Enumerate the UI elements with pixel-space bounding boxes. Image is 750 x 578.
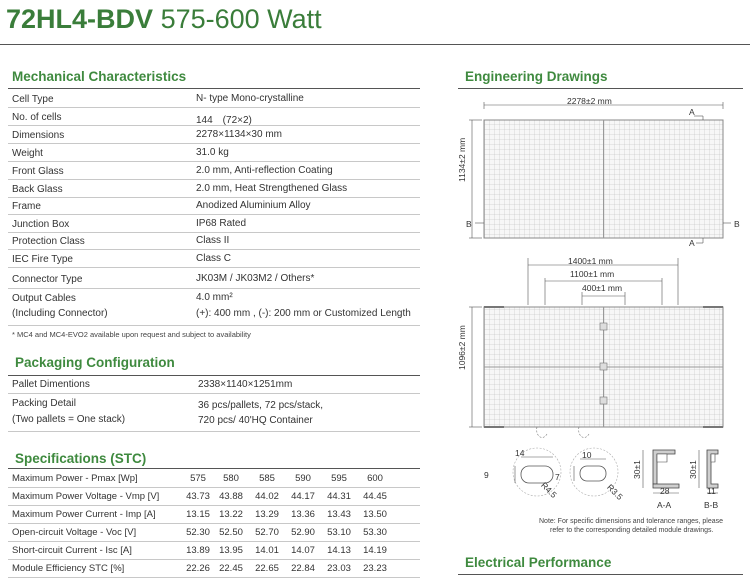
section-bb-height-label: 30±1 — [688, 460, 698, 479]
spec-cell: 52.30 — [186, 527, 210, 538]
spec-cell: 14.07 — [291, 545, 315, 556]
spec-cell: 14.01 — [255, 545, 279, 556]
packing-container-value: 720 pcs/ 40'HQ Container — [198, 415, 313, 426]
section-a-mark-bottom: A — [689, 238, 695, 248]
mechanical-row-value: N- type Mono-crystalline — [196, 93, 304, 104]
spec-row-label: Maximum Power - Pmax [Wp] — [12, 473, 138, 484]
spec-cell: 44.45 — [363, 491, 387, 502]
mechanical-row-label: No. of cells — [12, 112, 62, 123]
section-b-mark-left: B — [466, 219, 472, 229]
mechanical-row — [8, 250, 420, 268]
pallet-label: Pallet Dimentions — [12, 379, 90, 390]
page-title — [6, 2, 322, 36]
mechanical-row-value: 2278×1134×30 mm — [196, 129, 282, 140]
mechanical-row-value: Class II — [196, 235, 230, 246]
spec-cell: 52.70 — [255, 527, 279, 538]
spec-cell: 590 — [295, 473, 311, 484]
spec-cell: 13.95 — [219, 545, 243, 556]
spec-cell: 575 — [190, 473, 206, 484]
mechanical-row-label: Weight — [12, 148, 43, 159]
mount-a-radius-label: R4.5 — [539, 480, 559, 500]
front-height-label: 1134±2 mm — [457, 137, 467, 182]
mechanical-row-value: 2.0 mm, Heat Strengthened Glass — [196, 183, 348, 194]
spec-cell: 44.02 — [255, 491, 279, 502]
spec-row-label: Short-circuit Current - Isc [A] — [12, 545, 132, 556]
mechanical-row — [8, 180, 420, 198]
spec-cell: 585 — [259, 473, 275, 484]
front-view-drawing — [469, 102, 731, 243]
spec-cell: 53.10 — [327, 527, 351, 538]
drawing-note-line2: refer to the corresponding detailed module drawings. — [550, 527, 714, 534]
spec-cell: 13.36 — [291, 509, 315, 520]
spec-cell: 23.23 — [363, 563, 387, 574]
mechanical-row-value: Anodized Aluminium Alloy — [196, 200, 311, 211]
spec-row — [8, 506, 420, 524]
spec-row-label: Maximum Power Current - Imp [A] — [12, 509, 156, 520]
mount-b-width-label: 10 — [582, 450, 592, 460]
spec-cell: 53.30 — [363, 527, 387, 538]
section-a-mark-top: A — [689, 107, 695, 117]
mechanical-row — [8, 197, 420, 215]
back-height-label: 1096±2 mm — [457, 325, 467, 370]
spec-cell: 13.22 — [219, 509, 243, 520]
connector-footnote: * MC4 and MC4-EVO2 available upon request and subject to availability — [12, 330, 251, 339]
packing-detail-label: Packing Detail — [12, 398, 76, 409]
spec-cell: 600 — [367, 473, 383, 484]
mechanical-row-label: Dimensions — [12, 130, 65, 141]
mechanical-row — [8, 144, 420, 162]
mechanical-row — [8, 108, 420, 126]
spec-row-label: Module Efficiency STC [%] — [12, 563, 125, 574]
spec-cell: 13.15 — [186, 509, 210, 520]
engineering-title: Engineering Drawings — [465, 69, 608, 84]
spec-cell: 13.43 — [327, 509, 351, 520]
spec-cell: 13.50 — [363, 509, 387, 520]
mechanical-row-value: Class C — [196, 253, 232, 264]
mechanical-row — [8, 162, 420, 180]
spec-cell: 44.17 — [291, 491, 315, 502]
spec-row — [8, 524, 420, 542]
mounting-hole-details — [513, 448, 618, 496]
output-cables-label: Output Cables — [12, 293, 76, 304]
spec-cell: 595 — [331, 473, 347, 484]
section-b-mark-right: B — [734, 219, 740, 229]
mechanical-row — [8, 232, 420, 250]
section-bb-width-label: 11 — [707, 486, 716, 496]
spec-cell: 23.03 — [327, 563, 351, 574]
output-cables-row — [8, 289, 420, 326]
pallet-row — [8, 376, 420, 394]
engineering-divider — [458, 88, 743, 89]
mount-b-radius-label: R3.5 — [605, 482, 625, 502]
spec-cell: 14.19 — [363, 545, 387, 556]
mechanical-row-label: Junction Box — [12, 219, 70, 230]
mechanical-row-value: 31.0 kg — [196, 147, 229, 158]
back-width-400-label: 400±1 mm — [582, 283, 623, 293]
pallet-value: 2338×1140×1251mm — [198, 379, 293, 390]
mechanical-row — [8, 268, 420, 289]
spec-cell: 22.45 — [219, 563, 243, 574]
spec-cell: 13.89 — [186, 545, 210, 556]
packing-detail-label-sub: (Two pallets = One stack) — [12, 414, 126, 425]
spec-cell: 43.88 — [219, 491, 243, 502]
spec-row-label: Open-circuit Voltage - Voc [V] — [12, 527, 137, 538]
title-divider — [0, 44, 750, 45]
spec-cell: 580 — [223, 473, 239, 484]
section-aa-height-label: 30±1 — [632, 460, 642, 479]
section-aa-width-label: 28 — [660, 486, 670, 496]
packing-detail-value: 36 pcs/pallets, 72 pcs/stack, — [198, 400, 324, 411]
specifications-divider — [8, 468, 420, 469]
spec-row — [8, 470, 420, 488]
spec-cell: 22.84 — [291, 563, 315, 574]
mechanical-divider — [8, 88, 420, 89]
output-cables-length: (+): 400 mm , (-): 200 mm or Customized Length — [196, 308, 411, 319]
power-range: 575-600 Watt — [160, 4, 322, 34]
electrical-title: Electrical Performance — [465, 555, 612, 570]
front-width-label: 2278±2 mm — [567, 96, 612, 106]
output-cables-label-sub: (Including Connector) — [12, 308, 108, 319]
spec-cell: 44.31 — [327, 491, 351, 502]
section-bb-label: B-B — [704, 500, 719, 510]
spec-row-label: Maximum Power Voltage - Vmp [V] — [12, 491, 160, 502]
mechanical-row-label: Frame — [12, 201, 41, 212]
spec-cell: 14.13 — [327, 545, 351, 556]
mechanical-row-label: IEC Fire Type — [12, 254, 73, 265]
mechanical-row-value: IP68 Rated — [196, 218, 247, 229]
mechanical-row-label: Connector Type — [12, 274, 83, 285]
spec-row — [8, 488, 420, 506]
mechanical-title: Mechanical Characteristics — [12, 69, 187, 84]
spec-cell: 22.26 — [186, 563, 210, 574]
section-aa-label: A-A — [657, 500, 672, 510]
mount-b-height-label: 7 — [555, 472, 560, 482]
spec-cell: 43.73 — [186, 491, 210, 502]
electrical-divider — [458, 574, 743, 575]
back-width-1100-label: 1100±1 mm — [570, 269, 615, 279]
back-width-1400-label: 1400±1 mm — [568, 256, 613, 266]
mount-a-height-label: 9 — [484, 470, 489, 480]
spec-cell: 22.65 — [255, 563, 279, 574]
engineering-drawings — [455, 90, 747, 530]
drawing-note-line1: Note: For specific dimensions and tolerance ranges, please — [539, 518, 724, 525]
mechanical-row-value: 144 (72×2) — [196, 115, 252, 126]
mechanical-row — [8, 126, 420, 144]
spec-cell: 52.50 — [219, 527, 243, 538]
mechanical-row-label: Protection Class — [12, 236, 85, 247]
mechanical-row-value: JK03M / JK03M2 / Others* — [196, 273, 315, 284]
output-cables-value: 4.0 mm² — [196, 292, 233, 303]
spec-cell: 52.90 — [291, 527, 315, 538]
spec-cell: 13.29 — [255, 509, 279, 520]
mechanical-row-value: 2.0 mm, Anti-reflection Coating — [196, 165, 333, 176]
spec-row — [8, 542, 420, 560]
mechanical-row-label: Cell Type — [12, 94, 54, 105]
mount-a-width-label: 14 — [515, 448, 525, 458]
mechanical-row — [8, 215, 420, 233]
packaging-title: Packaging Configuration — [15, 355, 175, 370]
specifications-title: Specifications (STC) — [15, 451, 147, 466]
spec-row — [8, 560, 420, 578]
mechanical-row — [8, 90, 420, 108]
packing-detail-row — [8, 394, 420, 432]
mechanical-row-label: Front Glass — [12, 166, 64, 177]
mechanical-row-label: Back Glass — [12, 184, 63, 195]
model-name: 72HL4-BDV — [6, 4, 154, 34]
